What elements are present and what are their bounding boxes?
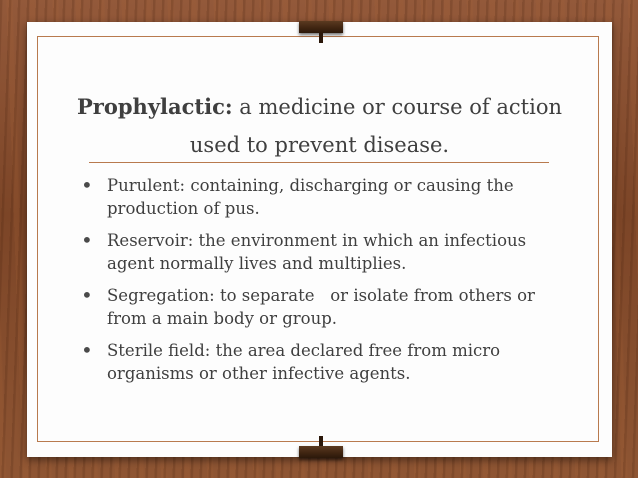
list-item xyxy=(79,284,569,330)
bullet-icon: • xyxy=(81,338,93,362)
list-item xyxy=(79,174,569,220)
list-item-line-2: organisms or other infective agents. xyxy=(107,364,411,383)
list-item xyxy=(79,229,569,275)
list-item-line-2: production of pus. xyxy=(107,199,260,218)
list-item-line-1: Purulent: containing, discharging or causing the xyxy=(107,176,514,195)
list-item-line-1: Sterile field: the area declared free from micro xyxy=(107,341,501,360)
list-item-line-2: agent normally lives and multiplies. xyxy=(107,254,407,273)
slide-title xyxy=(27,88,612,164)
title-line-2: used to prevent disease. xyxy=(189,133,450,157)
bottom-clip xyxy=(299,446,343,458)
list-item xyxy=(79,339,569,385)
bullet-icon: • xyxy=(81,283,93,307)
list-item-line-2: from a main body or group. xyxy=(107,309,338,328)
list-item-line-1: Reservoir: the environment in which an infectious xyxy=(107,231,527,250)
title-definition: a medicine or course of action xyxy=(232,95,562,119)
top-clip xyxy=(299,21,343,33)
slide xyxy=(27,22,612,457)
title-term: Prophylactic: xyxy=(77,94,233,119)
list-item-line-1: Segregation: to separate or isolate from others or xyxy=(107,286,535,305)
bullet-icon: • xyxy=(81,228,93,252)
title-line-1 xyxy=(27,88,612,126)
bullet-icon: • xyxy=(81,173,93,197)
definition-list xyxy=(79,174,569,394)
title-divider xyxy=(89,162,549,163)
